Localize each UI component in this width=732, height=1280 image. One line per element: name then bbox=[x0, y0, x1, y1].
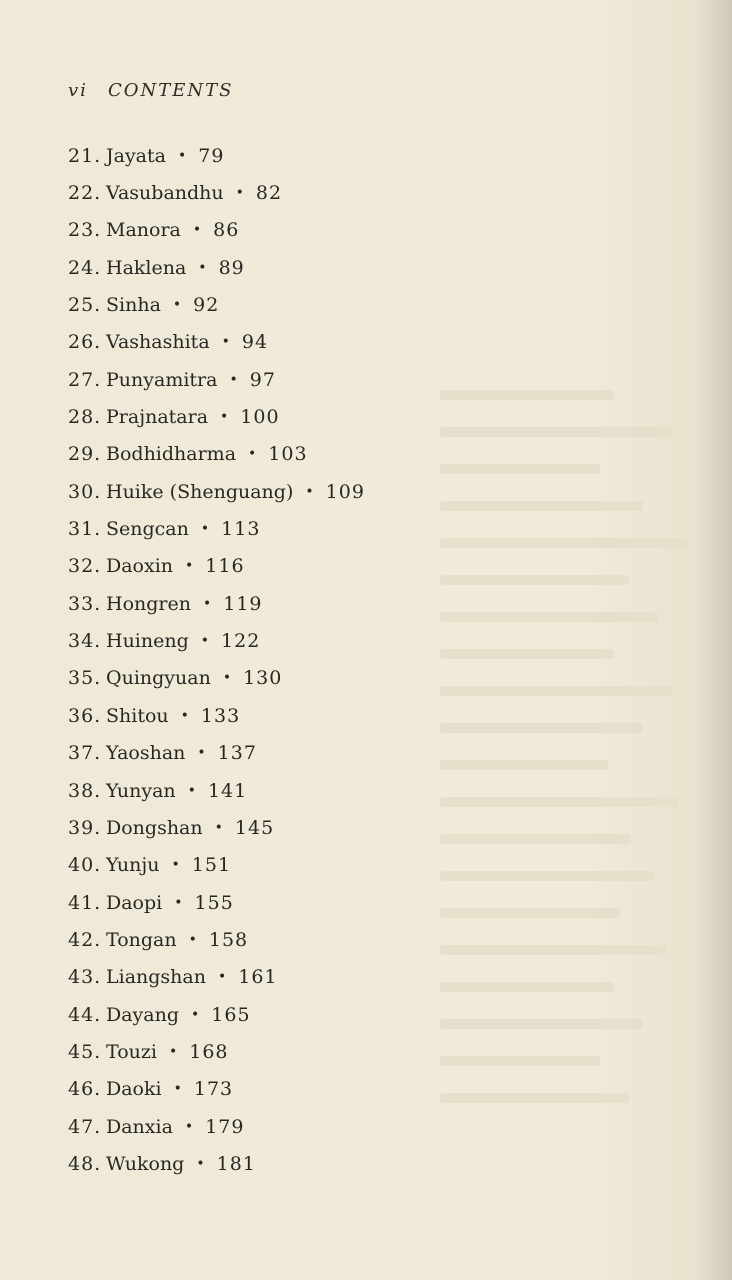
entry-page-number: 97 bbox=[249, 368, 276, 391]
bullet-separator: • bbox=[217, 969, 227, 986]
entry-number: 23. bbox=[68, 219, 102, 242]
entry-number: 21. bbox=[68, 144, 102, 167]
toc-entry bbox=[68, 697, 365, 734]
entry-title: Sinha bbox=[106, 294, 161, 317]
entry-title: Huike (Shenguang) bbox=[106, 480, 294, 503]
bleed-line bbox=[440, 908, 620, 918]
entry-title: Sengcan bbox=[106, 518, 189, 541]
toc-entry bbox=[68, 548, 365, 585]
bullet-separator: • bbox=[220, 409, 229, 426]
entry-title: Huineng bbox=[106, 630, 189, 653]
bleed-line bbox=[440, 686, 672, 696]
entry-title: Touzi bbox=[106, 1040, 157, 1063]
entry-number: 36. bbox=[68, 704, 102, 727]
entry-page-number: 155 bbox=[194, 891, 234, 914]
toc-entry bbox=[68, 959, 365, 996]
entry-page-number: 89 bbox=[218, 256, 245, 279]
entry-title: Wukong bbox=[106, 1152, 185, 1175]
entry-page-number: 158 bbox=[208, 928, 249, 951]
entry-title: Prajnatara bbox=[106, 406, 209, 429]
bullet-separator: • bbox=[180, 707, 189, 724]
toc-entry bbox=[68, 324, 365, 361]
entry-page-number: 179 bbox=[205, 1115, 245, 1138]
bullet-separator: • bbox=[229, 371, 238, 388]
entry-number: 47. bbox=[68, 1115, 102, 1138]
entry-title: Yunyan bbox=[106, 779, 176, 802]
toc-entry bbox=[68, 286, 365, 323]
bullet-separator: • bbox=[202, 595, 212, 612]
entry-title: Haklena bbox=[106, 256, 187, 279]
entry-title: Hongren bbox=[106, 592, 191, 615]
entry-title: Vasubandhu bbox=[106, 182, 224, 205]
toc-entry bbox=[68, 660, 365, 697]
entry-page-number: 94 bbox=[241, 331, 269, 354]
toc-entry bbox=[68, 847, 365, 884]
bullet-separator: • bbox=[248, 446, 257, 463]
toc-entry bbox=[68, 996, 365, 1033]
bullet-separator: • bbox=[168, 1043, 178, 1060]
entry-number: 34. bbox=[68, 630, 102, 653]
entry-page-number: 133 bbox=[200, 704, 241, 727]
entry-title: Daopi bbox=[106, 891, 163, 914]
bleed-line bbox=[440, 797, 678, 807]
toc-entry bbox=[68, 1033, 365, 1070]
bullet-separator: • bbox=[200, 521, 210, 538]
entry-number: 29. bbox=[68, 443, 102, 466]
toc-entry bbox=[68, 585, 365, 622]
bullet-separator: • bbox=[172, 297, 182, 314]
entry-page-number: 168 bbox=[189, 1040, 229, 1063]
bleed-line bbox=[440, 575, 629, 585]
entry-title: Tongan bbox=[106, 928, 177, 951]
entry-page-number: 92 bbox=[193, 294, 220, 317]
bleed-line bbox=[440, 649, 614, 659]
entry-number: 46. bbox=[68, 1078, 102, 1101]
entry-number: 48. bbox=[68, 1152, 102, 1175]
bullet-separator: • bbox=[235, 185, 244, 202]
page-number: vi bbox=[68, 80, 88, 101]
bleed-line bbox=[440, 612, 658, 622]
entry-number: 37. bbox=[68, 742, 102, 765]
bullet-separator: • bbox=[191, 1006, 200, 1023]
toc-entry bbox=[68, 398, 365, 435]
entry-page-number: 137 bbox=[217, 742, 257, 765]
toc-entry bbox=[68, 473, 365, 510]
entry-number: 35. bbox=[68, 667, 102, 690]
entry-number: 33. bbox=[68, 592, 102, 615]
toc-entry bbox=[68, 622, 365, 659]
toc-entry bbox=[68, 921, 365, 958]
entry-page-number: 113 bbox=[221, 518, 261, 541]
bullet-separator: • bbox=[187, 782, 196, 799]
entry-title: Dongshan bbox=[106, 816, 203, 839]
bullet-separator: • bbox=[184, 1118, 194, 1135]
toc-entry bbox=[68, 137, 365, 174]
bleed-line bbox=[440, 427, 672, 437]
bleed-line bbox=[440, 501, 643, 511]
toc-entry bbox=[68, 212, 365, 249]
entry-title: Liangshan bbox=[106, 966, 206, 989]
bullet-separator: • bbox=[185, 558, 194, 575]
entry-page-number: 161 bbox=[238, 966, 278, 989]
entry-number: 25. bbox=[68, 294, 102, 317]
entry-number: 43. bbox=[68, 966, 102, 989]
entry-number: 24. bbox=[68, 256, 102, 279]
bullet-separator: • bbox=[174, 894, 183, 911]
bullet-separator: • bbox=[200, 633, 210, 650]
toc-entry bbox=[68, 735, 365, 772]
entry-title: Daoki bbox=[106, 1078, 162, 1101]
entry-number: 42. bbox=[68, 928, 102, 951]
bleed-through-text bbox=[440, 390, 730, 1130]
bleed-line bbox=[440, 1093, 629, 1103]
entry-title: Vashashita bbox=[106, 331, 210, 354]
entry-page-number: 109 bbox=[325, 480, 365, 503]
bullet-separator: • bbox=[171, 857, 180, 874]
toc-entry bbox=[68, 510, 365, 547]
bleed-line bbox=[440, 760, 608, 770]
toc-entry bbox=[68, 1071, 365, 1108]
entry-page-number: 122 bbox=[221, 630, 261, 653]
entry-number: 22. bbox=[68, 182, 102, 205]
table-of-contents bbox=[68, 137, 365, 1183]
bleed-line bbox=[440, 538, 687, 548]
bullet-separator: • bbox=[173, 1081, 182, 1098]
bullet-separator: • bbox=[214, 819, 223, 836]
entry-page-number: 130 bbox=[243, 667, 283, 690]
toc-entry bbox=[68, 1145, 365, 1182]
entry-page-number: 145 bbox=[234, 816, 275, 839]
entry-page-number: 119 bbox=[223, 592, 263, 615]
entry-title: Quingyuan bbox=[106, 667, 211, 690]
bullet-separator: • bbox=[198, 259, 207, 276]
toc-entry bbox=[68, 809, 365, 846]
entry-page-number: 173 bbox=[193, 1078, 234, 1101]
toc-entry bbox=[68, 436, 365, 473]
bullet-separator: • bbox=[221, 334, 230, 351]
toc-entry bbox=[68, 249, 365, 286]
entry-number: 38. bbox=[68, 779, 102, 802]
entry-number: 28. bbox=[68, 406, 102, 429]
entry-page-number: 103 bbox=[268, 443, 308, 466]
bullet-separator: • bbox=[192, 222, 202, 239]
entry-page-number: 79 bbox=[198, 144, 225, 167]
toc-entry bbox=[68, 361, 365, 398]
entry-title: Danxia bbox=[106, 1115, 173, 1138]
entry-page-number: 165 bbox=[211, 1003, 251, 1026]
entry-page-number: 100 bbox=[240, 406, 280, 429]
bullet-separator: • bbox=[177, 147, 187, 164]
bleed-line bbox=[440, 1019, 643, 1029]
bullet-separator: • bbox=[222, 670, 232, 687]
bullet-separator: • bbox=[188, 931, 197, 948]
toc-entry bbox=[68, 1108, 365, 1145]
running-header bbox=[68, 80, 233, 101]
entry-page-number: 151 bbox=[191, 854, 232, 877]
entry-title: Yaoshan bbox=[106, 742, 186, 765]
entry-title: Yunju bbox=[106, 854, 160, 877]
bullet-separator: • bbox=[305, 483, 314, 500]
entry-number: 30. bbox=[68, 480, 102, 503]
entry-title: Shitou bbox=[106, 704, 169, 727]
bleed-line bbox=[440, 1056, 600, 1066]
bullet-separator: • bbox=[196, 1155, 205, 1172]
entry-page-number: 141 bbox=[207, 779, 248, 802]
entry-title: Bodhidharma bbox=[106, 443, 237, 466]
entry-number: 26. bbox=[68, 331, 102, 354]
entry-page-number: 116 bbox=[205, 555, 245, 578]
bleed-line bbox=[440, 982, 614, 992]
entry-title: Jayata bbox=[106, 144, 166, 167]
entry-title: Manora bbox=[106, 219, 181, 242]
entry-number: 40. bbox=[68, 854, 102, 877]
entry-title: Dayang bbox=[106, 1003, 180, 1026]
entry-number: 27. bbox=[68, 368, 102, 391]
bleed-line bbox=[440, 834, 631, 844]
entry-page-number: 181 bbox=[216, 1152, 256, 1175]
entry-title: Daoxin bbox=[106, 555, 174, 578]
entry-number: 44. bbox=[68, 1003, 102, 1026]
bleed-line bbox=[440, 945, 666, 955]
bleed-line bbox=[440, 464, 600, 474]
entry-number: 45. bbox=[68, 1040, 102, 1063]
toc-entry bbox=[68, 772, 365, 809]
entry-number: 41. bbox=[68, 891, 102, 914]
toc-entry bbox=[68, 174, 365, 211]
toc-entry bbox=[68, 884, 365, 921]
bleed-line bbox=[440, 871, 655, 881]
entry-title: Punyamitra bbox=[106, 368, 218, 391]
entry-number: 31. bbox=[68, 518, 102, 541]
bleed-line bbox=[440, 390, 614, 400]
bullet-separator: • bbox=[197, 745, 206, 762]
entry-number: 39. bbox=[68, 816, 102, 839]
entry-number: 32. bbox=[68, 555, 102, 578]
page-title: CONTENTS bbox=[107, 80, 234, 101]
entry-page-number: 82 bbox=[255, 182, 283, 205]
bleed-line bbox=[440, 723, 643, 733]
entry-page-number: 86 bbox=[213, 219, 240, 242]
